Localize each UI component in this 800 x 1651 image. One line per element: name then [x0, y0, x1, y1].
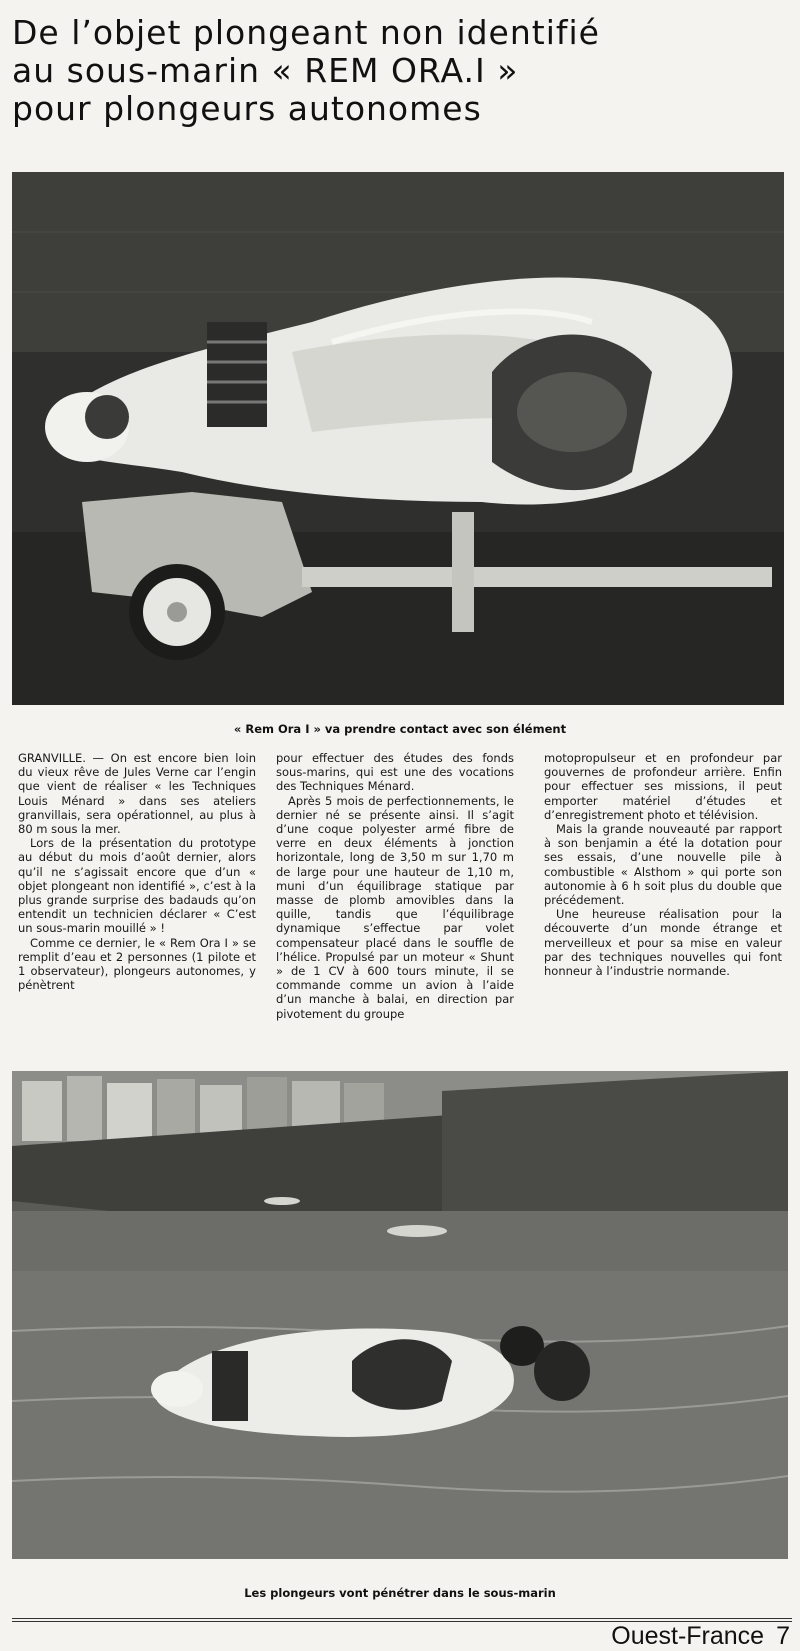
article-column-1 — [18, 751, 256, 992]
article-paragraph: motopropulseur et en profondeur par gouvernes de profondeur arrière. Enfin pour effectuer ses missions, il peut emporter matériel d’études et d’enregistrement photo et télévision. — [544, 751, 782, 822]
article-headline — [12, 14, 712, 128]
photo-caption-top: « Rem Ora I » va prendre contact avec son élément — [233, 722, 567, 736]
page-number: 7 — [776, 1622, 790, 1650]
submarine-in-harbour-photo — [12, 1071, 788, 1559]
headline-line-3: pour plongeurs autonomes — [12, 89, 482, 128]
article-paragraph: Comme ce dernier, le « Rem Ora I » se remplit d’eau et 2 personnes (1 pilote et 1 observateur), plongeurs autonomes, y pénètrent — [18, 935, 256, 993]
article-column-3 — [544, 751, 782, 978]
headline-line-2: au sous-marin « REM ORA.I » — [12, 51, 519, 90]
article-paragraph: Une heureuse réalisation pour la découverte d’un monde étrange et merveilleux et pour sa mise en valeur par des techniques nouvelles qui font honneur à l’industrie normande. — [544, 907, 782, 979]
submarine-in-harbour-image — [12, 1071, 788, 1559]
article-column-2 — [276, 751, 514, 1021]
article-paragraph: GRANVILLE. — On est encore bien loin du vieux rêve de Jules Verne car l’engin que vient de réaliser « les Techniques Louis Ménard » dans ses ateliers granvillais, sera opérationnel, au plus à 80 m sous la mer. — [18, 751, 256, 837]
submarine-on-trailer-photo — [12, 172, 784, 705]
article-paragraph: Mais la grande nouveauté par rapport à son benjamin a été la dotation pour ses essais, d’une nouvelle pile à combustible « Alsthom » qui porte son autonomie à 6 h soit plus du double que précédement. — [544, 822, 782, 908]
article-paragraph: Après 5 mois de perfectionnements, le dernier né se présente ainsi. Il s’agit d’une coque polyester armé fibre de verre en deux éléments à jonction horizontale, long de 3,50 m sur 1,70 m de large pour une hauteur de 1,10 m, muni d’un équilibrage statique par masse de plomb amovibles dans la quille, tandis que l’équilibrage dynamique s’effectue par volet compensateur placé dans le souffle de l’hélice. Propulsé par un moteur « Shunt » de 1 CV à 600 tours minute, il se commande comme un avion à l’aide d’un manche à balai, en direction par pivotement du groupe — [276, 793, 514, 1021]
headline-line-1: De l’objet plongeant non identifié — [12, 13, 600, 52]
page-footer — [611, 1622, 790, 1651]
article-paragraph: pour effectuer des études des fonds sous-marins, qui est une des vocations des Techniques Ménard. — [276, 751, 514, 794]
article-paragraph: Lors de la présentation du prototype au début du mois d’août dernier, alors qu’il ne s’agissait encore que d’un « objet plongeant non identifié », c’est à la plus grande surprise des badauds qu’on entendit un technicien déclarer « C’est un sous-marin mouillé » ! — [18, 836, 256, 936]
footer-rule — [12, 1618, 792, 1619]
publication-name: Ouest-France — [611, 1622, 765, 1650]
submarine-on-trailer-image — [12, 172, 784, 705]
photo-caption-bottom: Les plongeurs vont pénétrer dans le sous-marin — [244, 1586, 556, 1600]
